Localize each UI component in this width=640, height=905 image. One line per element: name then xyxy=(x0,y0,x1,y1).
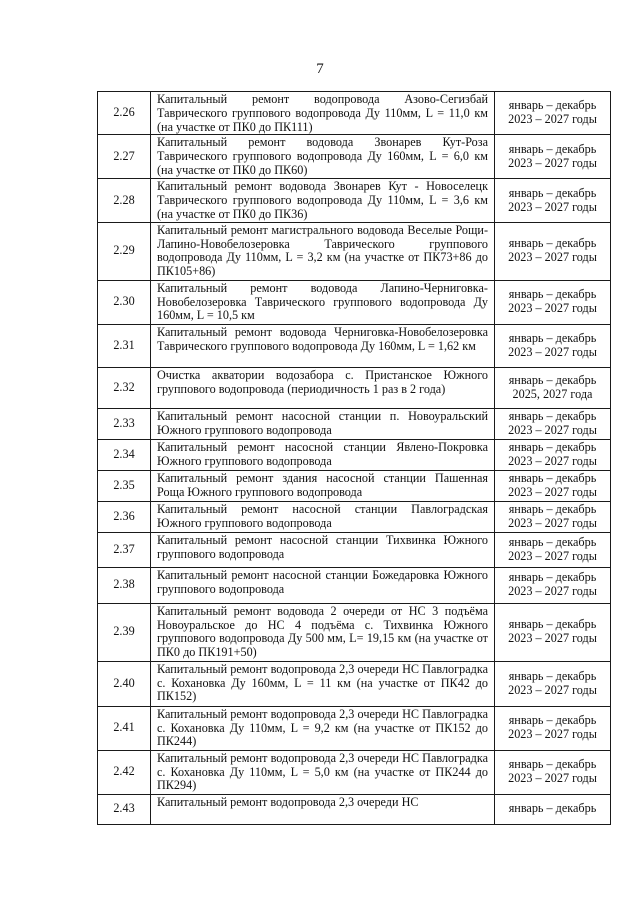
row-period: январь – декабрь 2023 – 2027 годы xyxy=(495,470,611,501)
row-number: 2.40 xyxy=(98,661,151,706)
row-description-cell xyxy=(151,567,495,603)
row-description-cell xyxy=(151,324,495,367)
row-description-cell xyxy=(151,135,495,179)
row-description-cell xyxy=(151,794,495,824)
row-period: январь – декабрь 2023 – 2027 годы xyxy=(495,661,611,706)
row-description: Капитальный ремонт водопровода 2,3 очереди НС xyxy=(157,794,419,809)
row-number: 2.39 xyxy=(98,603,151,661)
row-description: Капитальный ремонт водовода Звонарев Кут-Роза Таврического группового водопровода Ду 160мм, L = 6,0 км (на участке от ПК0 до ПК60) xyxy=(157,135,488,177)
table-row xyxy=(98,367,611,408)
table-row xyxy=(98,280,611,324)
table-row xyxy=(98,567,611,603)
row-period: январь – декабрь 2023 – 2027 годы xyxy=(495,92,611,135)
table-row xyxy=(98,439,611,470)
row-description-cell xyxy=(151,439,495,470)
row-description-cell xyxy=(151,470,495,501)
row-period: январь – декабрь 2023 – 2027 годы xyxy=(495,135,611,179)
row-description: Капитальный ремонт водопровода Азово-Сегизбай Таврического группового водопровода Ду 110мм, L = 11,0 км (на участке от ПК0 до ПК111) xyxy=(157,92,488,134)
row-description-cell xyxy=(151,603,495,661)
table-row xyxy=(98,501,611,532)
row-description-cell xyxy=(151,179,495,222)
row-number: 2.41 xyxy=(98,706,151,750)
row-description: Капитальный ремонт водовода Черниговка-Новобелозеровка Таврического группового водопровода Ду 160мм, L = 1,62 км xyxy=(157,324,488,353)
row-number: 2.27 xyxy=(98,135,151,179)
table-row xyxy=(98,603,611,661)
row-number: 2.38 xyxy=(98,567,151,603)
row-period: январь – декабрь 2023 – 2027 годы xyxy=(495,222,611,280)
row-number: 2.31 xyxy=(98,324,151,367)
table-row xyxy=(98,794,611,824)
table-row xyxy=(98,222,611,280)
row-description-cell xyxy=(151,532,495,567)
row-number: 2.32 xyxy=(98,367,151,408)
row-description: Капитальный ремонт магистрального водовода Веселые Рощи-Лапино-Новобелозеровка Таврического группового водопровода Ду 110мм, L = 3,2 км (на участке от ПК73+86 до ПК105+86) xyxy=(157,222,488,279)
row-period: январь – декабрь 2023 – 2027 годы xyxy=(495,324,611,367)
row-description: Капитальный ремонт водопровода 2,3 очереди НС Павлоградка с. Кохановка Ду 160мм, L = 11 км (на участке от ПК42 до ПК152) xyxy=(157,661,488,704)
row-description: Капитальный ремонт насосной станции Божедаровка Южного группового водопровода xyxy=(157,567,488,596)
row-description: Капитальный ремонт водопровода 2,3 очереди НС Павлоградка с. Кохановка Ду 110мм, L = 9,2 км (на участке от ПК152 до ПК244) xyxy=(157,706,488,749)
row-period: январь – декабрь 2023 – 2027 годы xyxy=(495,603,611,661)
row-number: 2.42 xyxy=(98,750,151,794)
row-period: январь – декабрь 2025, 2027 года xyxy=(495,367,611,408)
row-description-cell xyxy=(151,706,495,750)
table-row xyxy=(98,179,611,222)
row-number: 2.36 xyxy=(98,501,151,532)
row-description: Очистка акватории водозабора с. Пристанское Южного группового водопровода (периодичность 1 раз в 2 года) xyxy=(157,367,488,396)
row-description-cell xyxy=(151,280,495,324)
page-number: 7 xyxy=(316,61,324,77)
table-row xyxy=(98,92,611,135)
table-row xyxy=(98,532,611,567)
row-number: 2.34 xyxy=(98,439,151,470)
table-row xyxy=(98,324,611,367)
row-number: 2.37 xyxy=(98,532,151,567)
row-number: 2.26 xyxy=(98,92,151,135)
row-description: Капитальный ремонт насосной станции п. Новоуральский Южного группового водопровода xyxy=(157,408,488,437)
row-period: январь – декабрь 2023 – 2027 годы xyxy=(495,408,611,439)
row-period: январь – декабрь 2023 – 2027 годы xyxy=(495,706,611,750)
works-table-body xyxy=(98,92,611,825)
row-period: январь – декабрь 2023 – 2027 годы xyxy=(495,439,611,470)
row-period: январь – декабрь 2023 – 2027 годы xyxy=(495,179,611,222)
row-number: 2.43 xyxy=(98,794,151,824)
row-period: январь – декабрь 2023 – 2027 годы xyxy=(495,501,611,532)
row-period: январь – декабрь 2023 – 2027 годы xyxy=(495,567,611,603)
row-description: Капитальный ремонт водовода Лапино-Черниговка-Новобелозеровка Таврического группового водопровода Ду 160мм, L = 10,5 км xyxy=(157,280,488,323)
row-description-cell xyxy=(151,661,495,706)
table-row xyxy=(98,135,611,179)
row-number: 2.35 xyxy=(98,470,151,501)
row-period: январь – декабрь 2023 – 2027 годы xyxy=(495,750,611,794)
row-number: 2.29 xyxy=(98,222,151,280)
row-description: Капитальный ремонт водопровода 2,3 очереди НС Павлоградка с. Кохановка Ду 110мм, L = 5,0 км (на участке от ПК244 до ПК294) xyxy=(157,750,488,793)
table-row xyxy=(98,408,611,439)
row-number: 2.30 xyxy=(98,280,151,324)
row-description: Капитальный ремонт насосной станции Тихвинка Южного группового водопровода xyxy=(157,532,488,561)
row-description: Капитальный ремонт водовода 2 очереди от НС 3 подъёма Новоуральское до НС 4 подъёма с. Тихвинка Южного группового водопровода Ду 500 мм, L= 19,15 км (на участке от ПК0 до ПК191+50) xyxy=(157,603,488,660)
row-description-cell xyxy=(151,92,495,135)
table-row xyxy=(98,706,611,750)
row-description-cell xyxy=(151,750,495,794)
row-description-cell xyxy=(151,501,495,532)
row-description-cell xyxy=(151,222,495,280)
row-number: 2.28 xyxy=(98,179,151,222)
row-period: январь – декабрь xyxy=(495,794,611,824)
row-period: январь – декабрь 2023 – 2027 годы xyxy=(495,280,611,324)
works-table xyxy=(97,91,611,825)
row-description: Капитальный ремонт насосной станции Павлоградская Южного группового водопровода xyxy=(157,501,488,530)
row-description: Капитальный ремонт насосной станции Явлено-Покровка Южного группового водопровода xyxy=(157,439,488,468)
row-number: 2.33 xyxy=(98,408,151,439)
row-description: Капитальный ремонт здания насосной станции Пашенная Роща Южного группового водопровода xyxy=(157,470,488,499)
row-description: Капитальный ремонт водовода Звонарев Кут - Новоселецк Таврического группового водопровода Ду 110мм, L = 3,6 км (на участке от ПК0 до ПК36) xyxy=(157,179,488,221)
table-row xyxy=(98,750,611,794)
row-period: январь – декабрь 2023 – 2027 годы xyxy=(495,532,611,567)
table-row xyxy=(98,661,611,706)
table-row xyxy=(98,470,611,501)
row-description-cell xyxy=(151,408,495,439)
row-description-cell xyxy=(151,367,495,408)
